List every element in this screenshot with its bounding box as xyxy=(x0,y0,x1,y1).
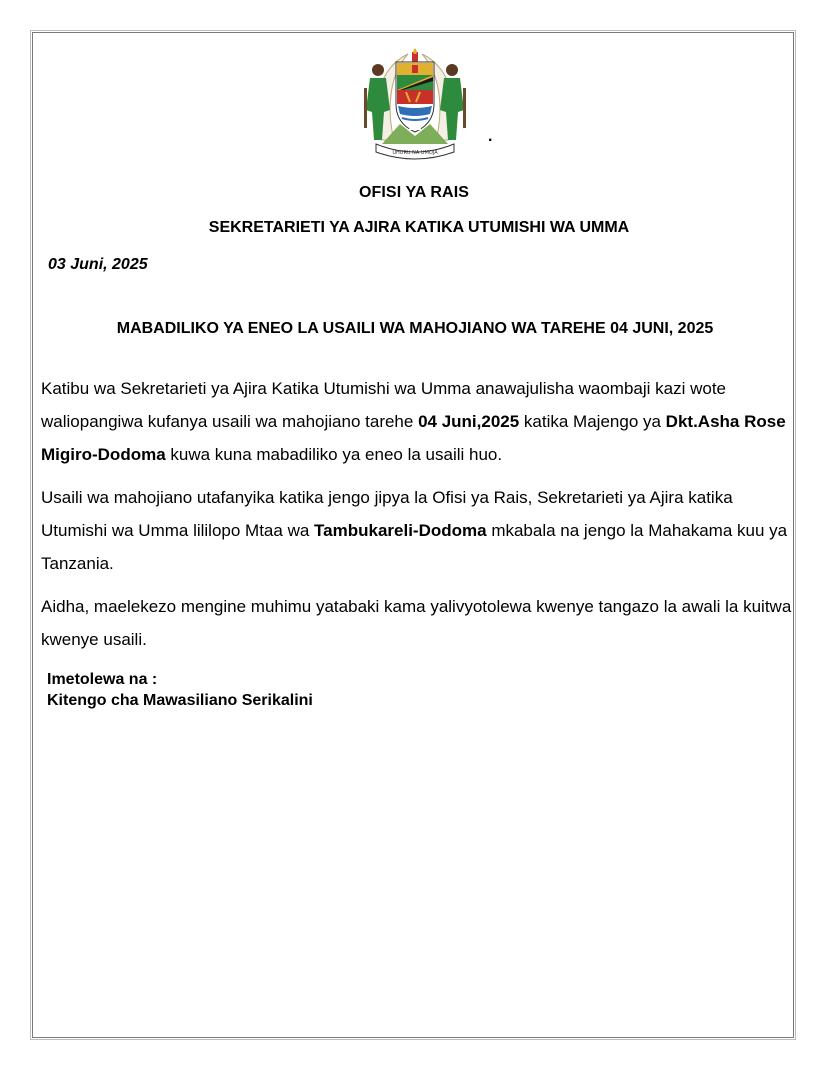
notice-date: 03 Juni, 2025 xyxy=(48,256,148,273)
paragraph-text: mkabala na jengo la Mahakama kuu ya Tanzania. xyxy=(41,521,788,573)
stray-dot-mark: . xyxy=(488,128,493,145)
paragraph-text: Katibu wa Sekretarieti ya Ajira Katika Utumishi wa Umma anawajulisha waombaji kazi wote waliopangiwa kufanya usaili wa mahojiano tarehe xyxy=(41,379,727,431)
body-paragraph-3 xyxy=(41,590,793,656)
body-paragraph-1 xyxy=(41,372,793,471)
paragraph-text: kuwa kuna mabadiliko ya eneo la usaili huo. xyxy=(165,445,503,464)
issued-by-label: Imetolewa na : xyxy=(47,671,158,688)
tanzania-coat-of-arms-emblem xyxy=(360,48,470,160)
paragraph-text: Aidha, maelekezo mengine muhimu yatabaki kama yalivyotolewa kwenye tangazo la awali la kuitwa kwenye usaili. xyxy=(41,597,792,649)
interview-date-bold: 04 Juni,2025 xyxy=(418,412,520,431)
secretariat-name-heading: SEKRETARIETI YA AJIRA KATIKA UTUMISHI WA UMMA xyxy=(208,219,630,236)
office-name-heading: OFISI YA RAIS xyxy=(358,184,470,201)
svg-text:UHURU NA UMOJA: UHURU NA UMOJA xyxy=(392,150,438,156)
paragraph-text: Usaili wa mahojiano utafanyika katika jengo jipya la Ofisi ya Rais, Sekretarieti ya Ajira katika Utumishi wa Umma lililopo Mtaa wa xyxy=(41,488,733,540)
paragraph-text: katika Majengo ya xyxy=(519,412,666,431)
old-venue-bold: Dkt.Asha Rose Migiro-Dodoma xyxy=(41,412,786,464)
notice-title: MABADILIKO YA ENEO LA USAILI WA MAHOJIANO WA TAREHE 04 JUNI, 2025 xyxy=(116,320,714,337)
new-venue-bold: Tambukareli-Dodoma xyxy=(314,521,487,540)
issuer-name: Kitengo cha Mawasiliano Serikalini xyxy=(47,692,313,709)
body-paragraph-2 xyxy=(41,481,793,580)
